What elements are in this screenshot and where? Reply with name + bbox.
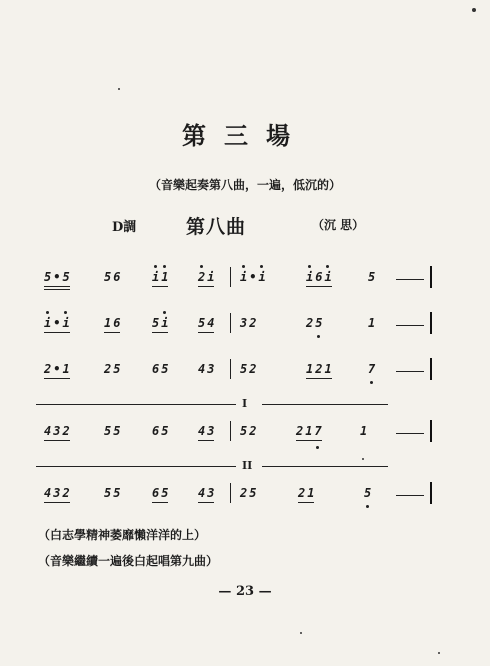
octave-dot-above xyxy=(326,265,329,268)
mood-marking: （沉 思） xyxy=(312,218,365,232)
key-signature: D調 xyxy=(112,220,137,235)
note-group: 16 xyxy=(104,316,123,330)
underline-beam xyxy=(152,332,168,333)
note-group: 54 xyxy=(198,316,217,330)
note-group: 65 xyxy=(152,362,171,376)
note-group: 65 xyxy=(152,424,171,438)
octave-dot-below xyxy=(370,381,373,384)
piece-title: 第八曲 xyxy=(186,216,247,238)
octave-dot-above xyxy=(154,265,157,268)
note-group: 1 xyxy=(360,424,370,438)
section-separator xyxy=(36,398,388,410)
underline-beam xyxy=(44,286,70,287)
underline-beam xyxy=(306,378,332,379)
section-separator xyxy=(36,460,388,472)
underline-beam xyxy=(152,286,168,287)
sustain-dash xyxy=(396,371,424,372)
note-group: 1 xyxy=(368,316,378,330)
note-group: i1 xyxy=(152,270,171,284)
note-group: 25 xyxy=(240,486,259,500)
underline-beam xyxy=(296,440,322,441)
note-group: 2•1 xyxy=(44,362,72,376)
stage-direction-bottom-2: （音樂繼續一遍後白起唱第九曲） xyxy=(38,554,219,568)
section-mark: II xyxy=(242,459,253,472)
note-group: 43 xyxy=(198,486,217,500)
octave-dot-above xyxy=(308,265,311,268)
underline-beam xyxy=(298,502,314,503)
note-group: 55 xyxy=(104,486,123,500)
sustain-dash xyxy=(396,279,424,280)
separator-line xyxy=(262,404,388,405)
octave-dot-below xyxy=(366,505,369,508)
note-group: 43 xyxy=(198,424,217,438)
separator-line xyxy=(36,466,236,467)
score-row xyxy=(0,356,490,386)
note-group: 7 xyxy=(368,362,378,376)
note-group: 52 xyxy=(240,362,259,376)
note-group: i•i xyxy=(240,270,268,284)
underline-beam xyxy=(306,286,332,287)
octave-dot-above xyxy=(163,265,166,268)
note-group: 32 xyxy=(240,316,259,330)
print-speck xyxy=(472,8,476,12)
underline-beam xyxy=(44,378,70,379)
note-group: 121 xyxy=(306,362,334,376)
octave-dot-above xyxy=(64,311,67,314)
end-bar-line xyxy=(430,312,432,334)
note-group: 25 xyxy=(306,316,325,330)
note-group: 25 xyxy=(104,362,123,376)
octave-dot-above xyxy=(242,265,245,268)
end-bar-line xyxy=(430,358,432,380)
print-speck xyxy=(118,88,120,90)
note-group: 5 xyxy=(368,270,378,284)
note-group: 217 xyxy=(296,424,324,438)
note-group: 56 xyxy=(104,270,123,284)
octave-dot-above xyxy=(200,265,203,268)
score-row xyxy=(0,310,490,340)
note-group: 5•5 xyxy=(44,270,72,284)
end-bar-line xyxy=(430,266,432,288)
note-group: 432 xyxy=(44,486,72,500)
print-speck xyxy=(438,652,440,654)
print-speck xyxy=(300,632,302,634)
bar-line xyxy=(230,267,231,287)
print-speck xyxy=(362,458,364,460)
stage-direction-bottom-1: （白志學精神萎靡懶洋洋的上） xyxy=(38,528,207,542)
page-number: — 23 — xyxy=(218,584,272,599)
score-row xyxy=(0,264,490,294)
underline-beam xyxy=(198,286,214,287)
note-group: 432 xyxy=(44,424,72,438)
sustain-dash xyxy=(396,495,424,496)
bar-line xyxy=(230,313,231,333)
score-row xyxy=(0,480,490,510)
score-row xyxy=(0,418,490,448)
page-title: 第三場 xyxy=(182,121,308,150)
note-group: 52 xyxy=(240,424,259,438)
note-group: 65 xyxy=(152,486,171,500)
note-group: i•i xyxy=(44,316,72,330)
note-group: 55 xyxy=(104,424,123,438)
sustain-dash xyxy=(396,325,424,326)
bar-line xyxy=(230,483,231,503)
underline-beam xyxy=(104,332,120,333)
end-bar-line xyxy=(430,420,432,442)
note-group: 21 xyxy=(298,486,317,500)
separator-line xyxy=(36,404,236,405)
bar-line xyxy=(230,421,231,441)
underline-beam xyxy=(152,502,168,503)
bar-line xyxy=(230,359,231,379)
end-bar-line xyxy=(430,482,432,504)
octave-dot-above xyxy=(163,311,166,314)
underline-beam xyxy=(44,502,70,503)
note-group: 5i xyxy=(152,316,171,330)
underline-beam xyxy=(44,332,70,333)
underline-beam xyxy=(44,440,70,441)
octave-dot-below xyxy=(317,335,320,338)
octave-dot-below xyxy=(316,446,319,449)
section-mark: I xyxy=(242,397,248,410)
underline-beam xyxy=(198,440,214,441)
octave-dot-above xyxy=(46,311,49,314)
note-group: 2i xyxy=(198,270,217,284)
stage-direction-top: （音樂起奏第八曲，一遍，低沉的） xyxy=(148,178,341,192)
note-group: 5 xyxy=(364,486,374,500)
separator-line xyxy=(262,466,388,467)
underline-beam xyxy=(44,289,70,290)
note-group: i6i xyxy=(306,270,334,284)
underline-beam xyxy=(198,332,214,333)
note-group: 43 xyxy=(198,362,217,376)
sustain-dash xyxy=(396,433,424,434)
octave-dot-above xyxy=(260,265,263,268)
underline-beam xyxy=(198,502,214,503)
